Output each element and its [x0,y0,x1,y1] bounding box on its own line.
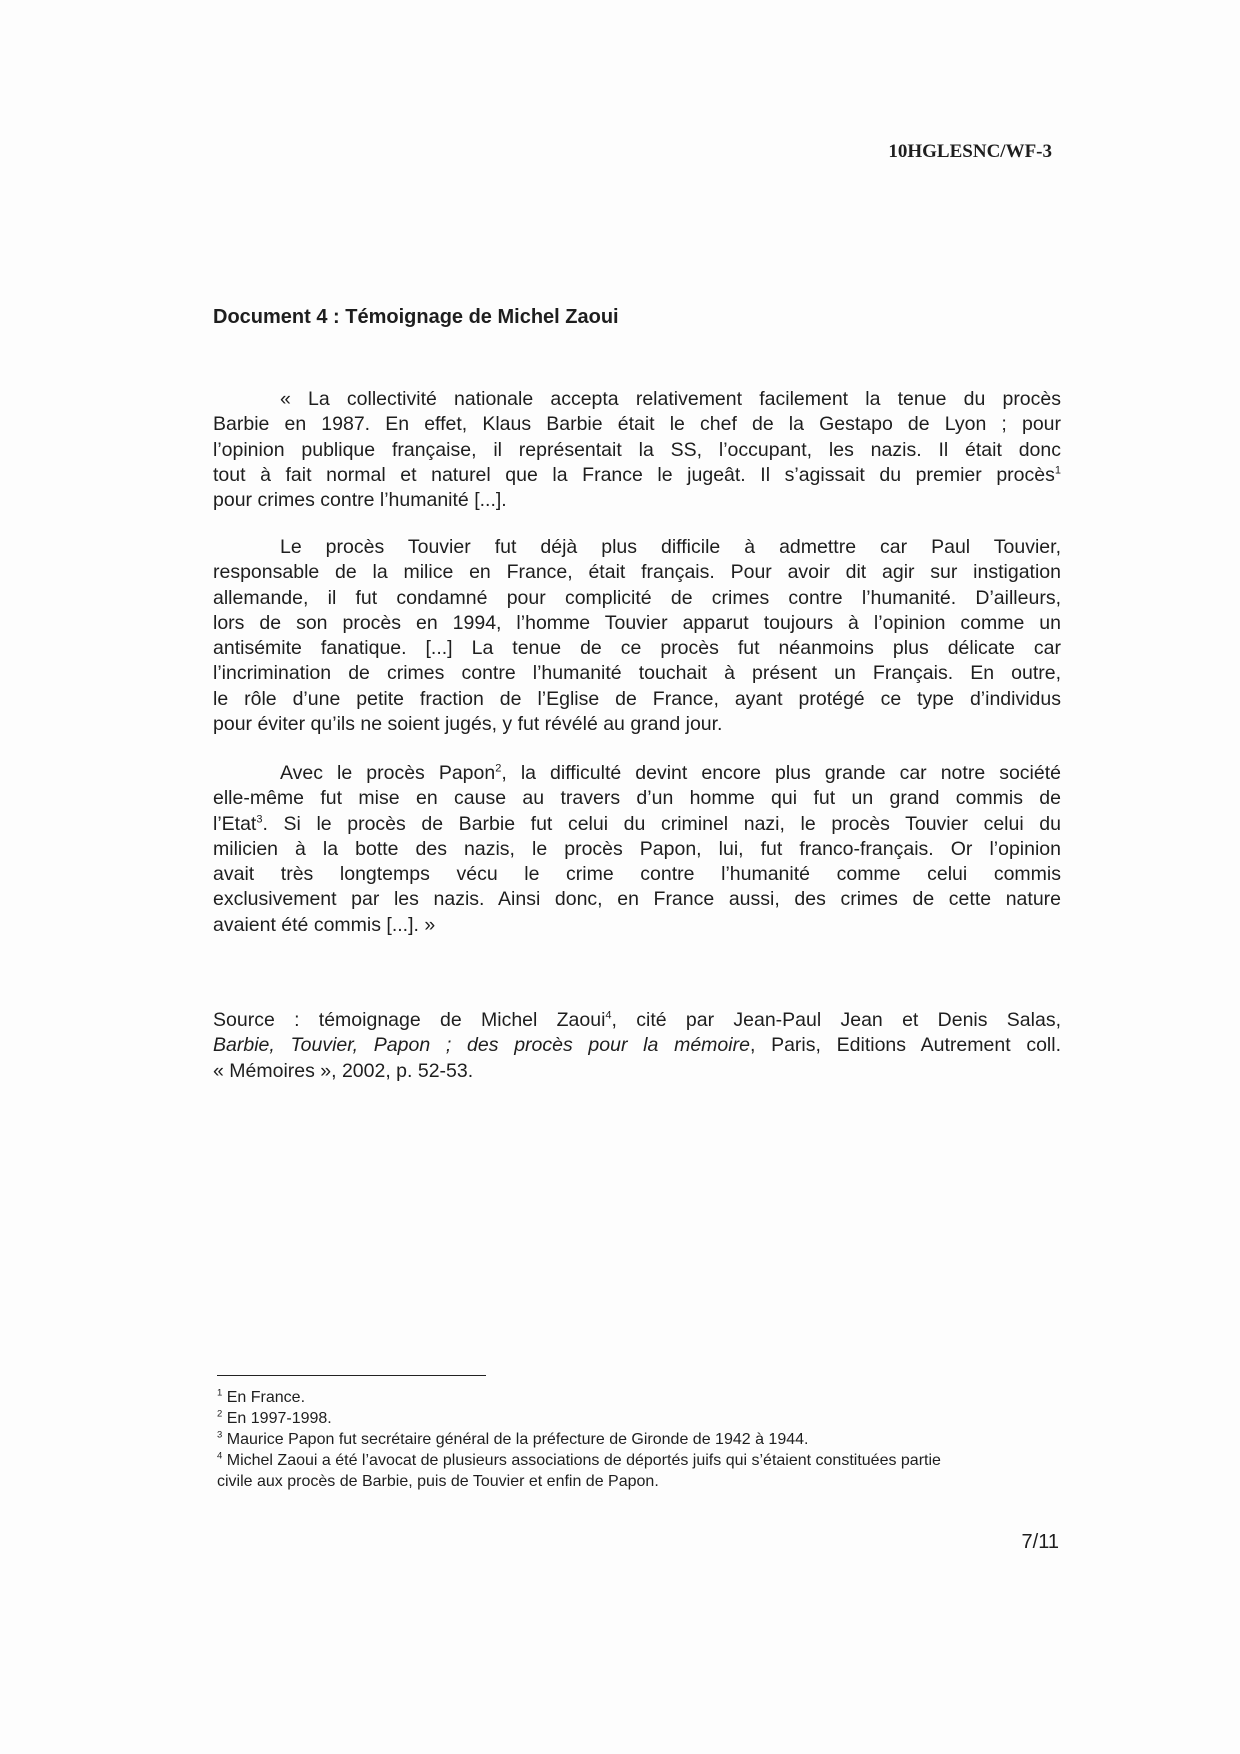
text-line [213,887,1061,912]
footnote-reference: 4 [605,1009,612,1022]
text-line [213,812,1061,837]
text-line [213,761,1061,786]
text-line [213,1059,1061,1084]
text-segment: allemande, il fut condamné pour complicité de crimes contre l’humanité. D’ailleurs, [213,586,1061,609]
text-line [213,786,1061,811]
text-line [213,463,1061,488]
text-segment: l’opinion publique française, il représentait la SS, l’occupant, les nazis. Il était donc [213,438,1061,461]
text-segment: pour éviter qu’ils ne soient jugés, y fut révélé au grand jour. [213,713,723,736]
text-line [213,412,1061,437]
footnote [217,1387,1067,1408]
paragraph-1 [213,387,1061,513]
text-line [213,387,1061,412]
text-segment: l’Etat [213,812,257,835]
text-line [213,1008,1061,1033]
footnote [217,1429,1067,1450]
footnote-text: civile aux procès de Barbie, puis de Touvier et enfin de Papon. [217,1473,659,1490]
paragraph-3 [213,761,1061,938]
footnote-number: 2 [217,1408,223,1420]
text-segment: milicien à la botte des nazis, le procès Papon, lui, fut franco-français. Or l’opinion [213,837,1061,860]
text-segment: l’incrimination de crimes contre l’humanité touchait à présent un Français. En outre, [213,662,1061,685]
text-segment: lors de son procès en 1994, l’homme Touvier apparut toujours à l’opinion comme un [213,611,1061,634]
footnote-text: Maurice Papon fut secrétaire général de la préfecture de Gironde de 1942 à 1944. [226,1431,809,1448]
text-line [213,636,1061,661]
footnote-text: En 1997-1998. [226,1410,332,1427]
text-line [213,837,1061,862]
text-segment: responsable de la milice en France, était français. Pour avoir dit agir sur instigation [213,561,1061,584]
text-line [213,535,1061,560]
text-segment: . Si le procès de Barbie fut celui du criminel nazi, le procès Touvier celui du [262,812,1061,835]
text-line [213,687,1061,712]
text-segment: Source : témoignage de Michel Zaoui [213,1009,606,1031]
footnote-reference: 3 [256,813,263,826]
text-segment: elle-même fut mise en cause au travers d’un homme qui fut un grand commis de [213,787,1061,810]
text-segment: Avec le procès Papon [280,762,496,784]
footnote-text: Michel Zaoui a été l’avocat de plusieurs associations de déportés juifs qui s’étaient constituées partie [226,1452,941,1469]
footnote-reference: 1 [1054,464,1061,477]
text-segment: pour crimes contre l’humanité [...]. [213,489,507,512]
page-number: 7/11 [1021,1531,1059,1553]
footnotes [217,1387,1067,1492]
text-segment: exclusivement par les nazis. Ainsi donc, en France aussi, des crimes de cette nature [213,888,1061,911]
paragraph-2 [213,535,1061,737]
footnote-text: En France. [226,1389,306,1406]
text-line [213,862,1061,887]
document-code: 10HGLESNC/WF-3 [888,141,1052,162]
footnote-number: 4 [217,1450,223,1462]
footnote-number: 3 [217,1429,223,1441]
text-segment: tout à fait normal et naturel que la France le jugeât. Il s’agissait du premier procès [213,463,1055,486]
text-line [213,712,1061,737]
text-line [213,611,1061,636]
text-segment: avaient été commis [...]. » [213,913,436,936]
text-line [213,913,1061,938]
footnote-separator [217,1375,486,1376]
footnote [217,1408,1067,1429]
footnote [217,1471,1067,1492]
text-line [213,1033,1061,1058]
text-segment: , la difficulté devint encore plus grande car notre société [501,762,1061,784]
footnote-number: 1 [217,1387,223,1399]
text-segment: , Paris, Editions Autrement coll. [749,1034,1062,1057]
text-line [213,560,1061,585]
source-citation [213,1008,1061,1084]
text-line [213,438,1061,463]
document-title: Document 4 : Témoignage de Michel Zaoui [213,306,619,328]
text-line [213,488,1061,513]
text-segment: Barbie, Touvier, Papon ; des procès pour la mémoire [213,1034,750,1057]
text-line [213,661,1061,686]
text-segment: , cité par Jean-Paul Jean et Denis Salas, [611,1009,1061,1031]
text-segment: le rôle d’une petite fraction de l’Eglise de France, ayant protégé ce type d’individus [213,687,1061,710]
text-segment: antisémite fanatique. [...] La tenue de ce procès fut néanmoins plus délicate car [213,637,1061,660]
text-segment: Barbie en 1987. En effet, Klaus Barbie était le chef de la Gestapo de Lyon ; pour [213,413,1061,436]
footnote-reference: 2 [495,762,502,775]
text-segment: « Mémoires », 2002, p. 52-53. [213,1059,474,1082]
text-segment: avait très longtemps vécu le crime contre l’humanité comme celui commis [213,863,1061,886]
footnote [217,1450,1067,1471]
text-segment: « La collectivité nationale accepta relativement facilement la tenue du procès [280,388,1061,410]
text-line [213,586,1061,611]
text-segment: Le procès Touvier fut déjà plus difficile à admettre car Paul Touvier, [280,536,1061,558]
